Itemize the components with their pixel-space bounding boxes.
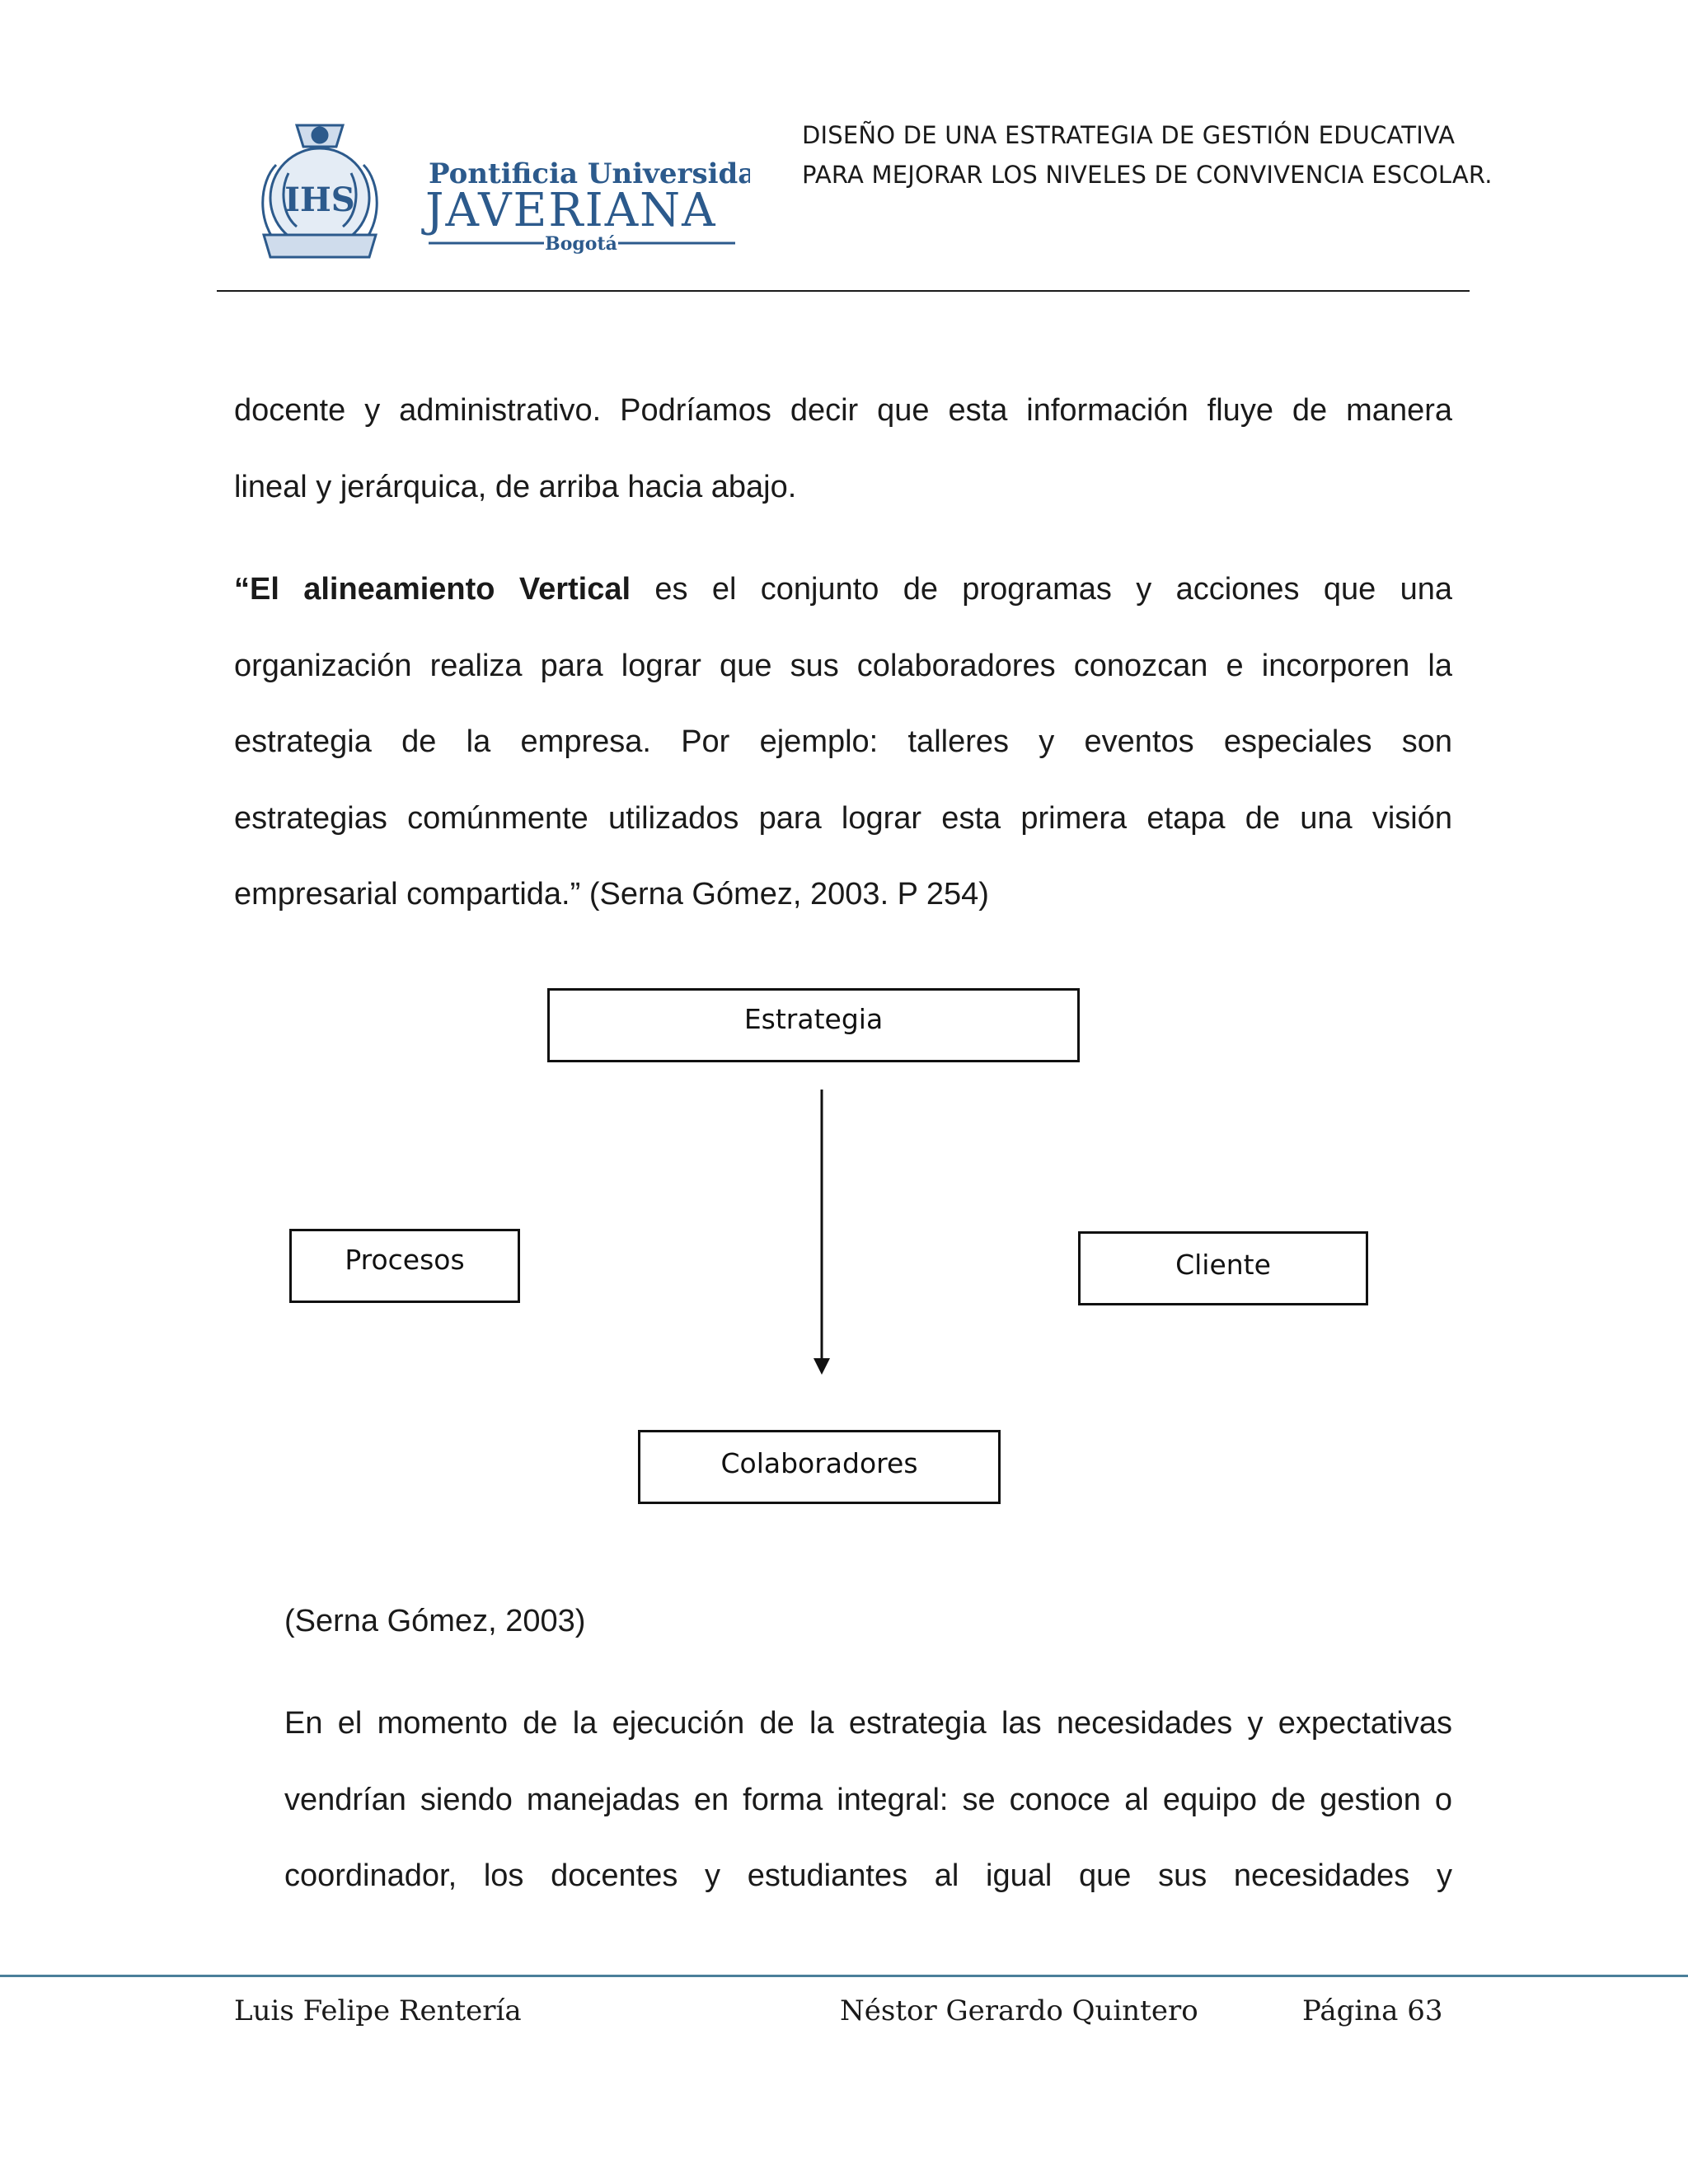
quote-line-rest: es el conjunto de programas y acciones que una — [631, 572, 1453, 607]
document-title-line-1: DISEÑO DE UNA ESTRATEGIA DE GESTIÓN EDUCATIVA — [802, 121, 1456, 149]
paragraph-quote — [234, 551, 1452, 933]
javeriana-crest-icon — [231, 115, 750, 264]
quote-term: “El alineamiento Vertical — [234, 572, 631, 607]
svg-text:IHS: IHS — [284, 180, 355, 219]
paragraph-execution — [284, 1685, 1452, 1915]
paragraph-line — [234, 551, 1452, 628]
diagram-caption: (Serna Gómez, 2003) — [284, 1604, 586, 1638]
university-logo — [231, 115, 750, 264]
arrow-head-icon — [814, 1358, 830, 1375]
paragraph-line: En el momento de la ejecución de la estrategia las necesidades y expectativas — [284, 1706, 1452, 1741]
page-number: Página 63 — [1302, 1994, 1443, 2027]
paragraph-line: empresarial compartida.” (Serna Gómez, 2003. P 254) — [234, 877, 989, 912]
diagram-box-label: Cliente — [1175, 1249, 1271, 1281]
diagram-box-estrategia — [547, 988, 1080, 1062]
footer-author-2: Néstor Gerardo Quintero — [840, 1994, 1198, 2027]
diagram-box-cliente — [1078, 1231, 1368, 1305]
paragraph-line: vendrían siendo manejadas en forma integral: se conoce al equipo de gestion o — [284, 1782, 1452, 1817]
diagram-box-label: Estrategia — [743, 1003, 884, 1035]
document-title — [802, 115, 1511, 194]
paragraph-intro — [234, 373, 1452, 525]
paragraph-line: lineal y jerárquica, de arriba hacia abajo. — [234, 469, 797, 504]
paragraph-line: estrategias comúnmente utilizados para lograr esta primera etapa de una visión — [234, 800, 1452, 836]
svg-text:JAVERIANA: JAVERIANA — [425, 184, 717, 237]
header-divider — [217, 290, 1470, 292]
svg-text:Pontificia Universidad: Pontificia Universidad — [429, 157, 750, 190]
diagram-box-label: Colaboradores — [720, 1447, 918, 1479]
diagram-box-procesos — [289, 1229, 520, 1303]
svg-text:Bogotá: Bogotá — [545, 233, 617, 255]
paragraph-line: estrategia de la empresa. Por ejemplo: talleres y eventos especiales son — [234, 724, 1452, 759]
diagram-box-colaboradores — [638, 1430, 1001, 1504]
paragraph-line: coordinador, los docentes y estudiantes al igual que sus necesidades y — [284, 1858, 1452, 1893]
diagram-box-label: Procesos — [345, 1244, 465, 1276]
footer-author-1: Luis Felipe Rentería — [234, 1994, 522, 2027]
paragraph-line: docente y administrativo. Podríamos decir que esta información fluye de manera — [234, 393, 1452, 428]
footer-divider — [0, 1975, 1688, 1977]
paragraph-line: organización realiza para lograr que sus colaboradores conozcan e incorporen la — [234, 648, 1452, 683]
document-title-line-2: PARA MEJORAR LOS NIVELES DE CONVIVENCIA ESCOLAR. — [802, 161, 1493, 189]
